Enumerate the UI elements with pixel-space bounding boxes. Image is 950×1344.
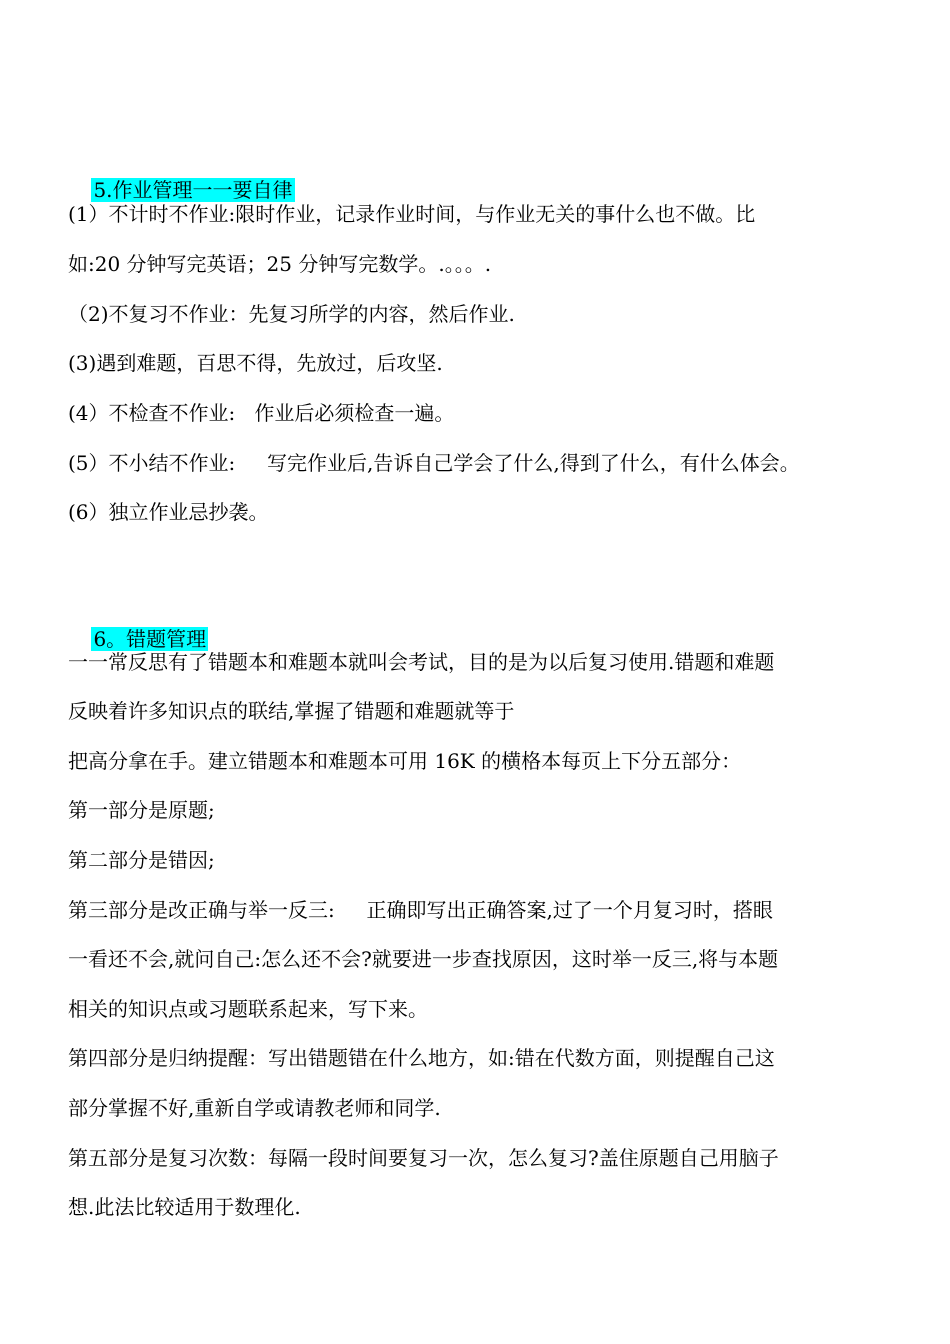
section5-line: (1）不计时不作业:限时作业，记录作业时间，与作业无关的事什么也不做。比 <box>68 202 756 226</box>
section6-line: 第五部分是复习次数：每隔一段时间要复习一次，怎么复习?盖住原题自己用脑子 <box>68 1146 779 1170</box>
section6-line: 一一常反思有了错题本和难题本就叫会考试，目的是为以后复习使用.错题和难题 <box>68 650 775 674</box>
section6-line: 第二部分是错因; <box>68 848 215 872</box>
section5-line: （2)不复习不作业：先复习所学的内容，然后作业. <box>68 302 515 326</box>
section6-heading-line <box>68 597 208 651</box>
section5-heading: 5.作业管理一一要自律 <box>93 178 293 202</box>
section5-line: (4）不检查不作业: 作业后必须检查一遍。 <box>68 401 455 425</box>
section6-line: 部分掌握不好,重新自学或请教老师和同学. <box>68 1096 441 1120</box>
section6-line: 第四部分是归纳提醒：写出错题错在什么地方，如:错在代数方面，则提醒自己这 <box>68 1046 775 1070</box>
section6-line: 第三部分是改正确与举一反三: 正确即写出正确答案,过了一个月复习时，搭眼 <box>68 898 773 922</box>
section5-line: 如:20 分钟写完英语；25 分钟写完数学。.。。。. <box>68 252 492 276</box>
section5-heading-line <box>68 148 295 202</box>
section6-line: 想.此法比较适用于数理化. <box>68 1195 301 1219</box>
section6-line: 一看还不会,就问自己:怎么还不会?就要进一步查找原因，这时举一反三,将与本题 <box>68 947 779 971</box>
section6-line: 把高分拿在手。建立错题本和难题本可用 16K 的横格本每页上下分五部分： <box>68 749 742 773</box>
section6-heading: 6。错题管理 <box>93 627 207 651</box>
section5-line: (5）不小结不作业: 写完作业后,告诉自己学会了什么,得到了什么，有什么体会。 <box>68 451 800 475</box>
section5-line: (6）独立作业忌抄袭。 <box>68 500 269 524</box>
section6-line: 第一部分是原题; <box>68 798 215 822</box>
section5-line: (3)遇到难题，百思不得，先放过，后攻坚. <box>68 351 443 375</box>
section6-line: 相关的知识点或习题联系起来，写下来。 <box>68 997 428 1021</box>
section6-line: 反映着许多知识点的联结,掌握了错题和难题就等于 <box>68 699 515 723</box>
